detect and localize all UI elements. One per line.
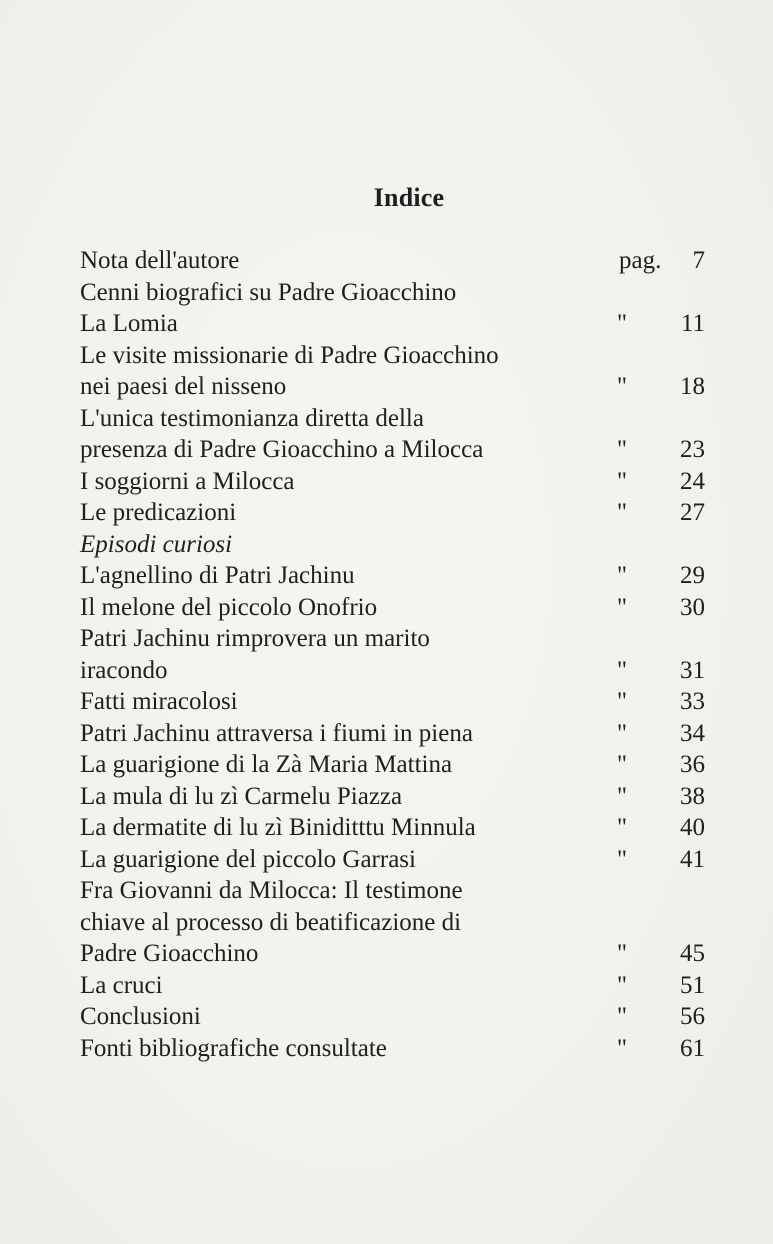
toc-ditto-mark: " [616, 751, 628, 778]
toc-page-number: 34 [680, 719, 705, 747]
toc-row [80, 938, 705, 970]
toc-row [80, 907, 705, 939]
toc-row [80, 340, 705, 372]
toc-ditto-mark: " [616, 782, 628, 810]
toc-entry-title: Cenni biografici su Padre Gioacchino [80, 278, 457, 306]
toc-row [80, 277, 705, 309]
toc-page-number: 36 [680, 751, 705, 778]
toc-page-number: 11 [680, 310, 705, 337]
toc-page-number: 56 [680, 1003, 705, 1030]
toc-row [80, 1001, 705, 1033]
toc-entry-title: Le visite missionarie di Padre Gioacchino [80, 341, 499, 369]
toc-page-number: 31 [680, 656, 705, 684]
toc-ditto-mark: " [616, 688, 628, 715]
page-title: Indice [373, 183, 445, 212]
toc-row [80, 308, 705, 340]
toc-entry-title: presenza di Padre Gioacchino a Milocca [80, 436, 484, 463]
toc-page-number: 41 [680, 845, 705, 873]
toc-ditto-mark: " [616, 499, 628, 526]
toc-row [80, 371, 705, 403]
toc-page-prefix: pag. [619, 247, 662, 274]
toc-ditto-mark: " [616, 656, 628, 684]
toc-entry-title: Fonti bibliografiche consultate [80, 1034, 387, 1062]
toc-entry-title: Le predicazioni [80, 499, 237, 526]
toc-page-number: 30 [680, 593, 705, 621]
toc-entry-title: L'agnellino di Patri Jachinu [80, 562, 355, 589]
toc-section-heading: Episodi curiosi [80, 530, 233, 558]
toc-page-number: 40 [680, 814, 705, 841]
toc-entry-title: Conclusioni [80, 1003, 201, 1030]
toc-page-number: 29 [680, 562, 705, 589]
toc-ditto-mark: " [616, 562, 628, 589]
toc-ditto-mark: " [616, 467, 628, 495]
toc-entry-title: Fra Giovanni da Milocca: Il testimone [80, 877, 463, 904]
toc-entry-title: chiave al processo di beatificazione di [80, 908, 462, 936]
toc-entry-title: La Lomia [80, 310, 178, 337]
toc-ditto-mark: " [616, 593, 628, 621]
toc-page-number: 18 [680, 373, 705, 400]
toc-page-number: 23 [680, 436, 705, 463]
toc-row [80, 875, 705, 907]
toc-entry-title: La guarigione del piccolo Garrasi [80, 845, 416, 873]
toc-entry-title: La cruci [80, 971, 163, 999]
toc-page-number: 24 [680, 467, 705, 495]
toc-row [80, 623, 705, 655]
toc-entry-title: La guarigione di la Zà Maria Mattina [80, 751, 453, 778]
toc-ditto-mark: " [616, 940, 628, 967]
toc-page-number: 33 [680, 688, 705, 715]
toc-ditto-mark: " [616, 1003, 628, 1030]
toc-entry-title: iracondo [80, 656, 168, 684]
toc-page-number: 38 [680, 782, 705, 810]
toc-ditto-mark: " [616, 310, 628, 337]
toc-row [80, 434, 705, 466]
toc-entry-title: I soggiorni a Milocca [80, 467, 295, 495]
toc-ditto-mark: " [616, 719, 628, 747]
toc-entry-title: Fatti miracolosi [80, 688, 238, 715]
toc-row [80, 245, 705, 277]
toc-page-number: 45 [680, 940, 705, 967]
toc-ditto-mark: " [616, 971, 628, 999]
toc-row [80, 749, 705, 781]
toc-entry-title: Il melone del piccolo Onofrio [80, 593, 378, 621]
toc-row [80, 812, 705, 844]
toc-row [80, 560, 705, 592]
toc-entry-title: L'unica testimonianza diretta della [80, 404, 424, 432]
toc-row [80, 781, 705, 813]
toc-entry-title: La dermatite di lu zì Biniditttu Minnula [80, 814, 476, 841]
toc-ditto-mark: " [616, 845, 628, 873]
toc-row [80, 466, 705, 498]
toc-entry-title: Nota dell'autore [80, 247, 240, 274]
toc-entry-title: Patri Jachinu rimprovera un marito [80, 625, 430, 652]
toc-ditto-mark: " [616, 814, 628, 841]
toc-page-number: 61 [680, 1034, 705, 1062]
table-of-contents [80, 245, 705, 1064]
toc-entry-title: La mula di lu zì Carmelu Piazza [80, 782, 403, 810]
toc-row [80, 844, 705, 876]
toc-row [80, 718, 705, 750]
toc-row [80, 686, 705, 718]
toc-page-number: 7 [692, 247, 705, 274]
toc-ditto-mark: " [616, 373, 628, 400]
toc-row [80, 403, 705, 435]
toc-page-number: 27 [680, 499, 705, 526]
toc-entry-title: Patri Jachinu attraversa i fiumi in piena [80, 719, 473, 747]
toc-entry-title: nei paesi del nisseno [80, 373, 287, 400]
toc-page-number: 51 [680, 971, 705, 999]
toc-row [80, 529, 705, 561]
toc-entry-title: Padre Gioacchino [80, 940, 259, 967]
toc-ditto-mark: " [616, 1034, 628, 1062]
toc-row [80, 592, 705, 624]
toc-row [80, 970, 705, 1002]
toc-ditto-mark: " [616, 436, 628, 463]
toc-row [80, 497, 705, 529]
toc-row [80, 1033, 705, 1065]
toc-row [80, 655, 705, 687]
